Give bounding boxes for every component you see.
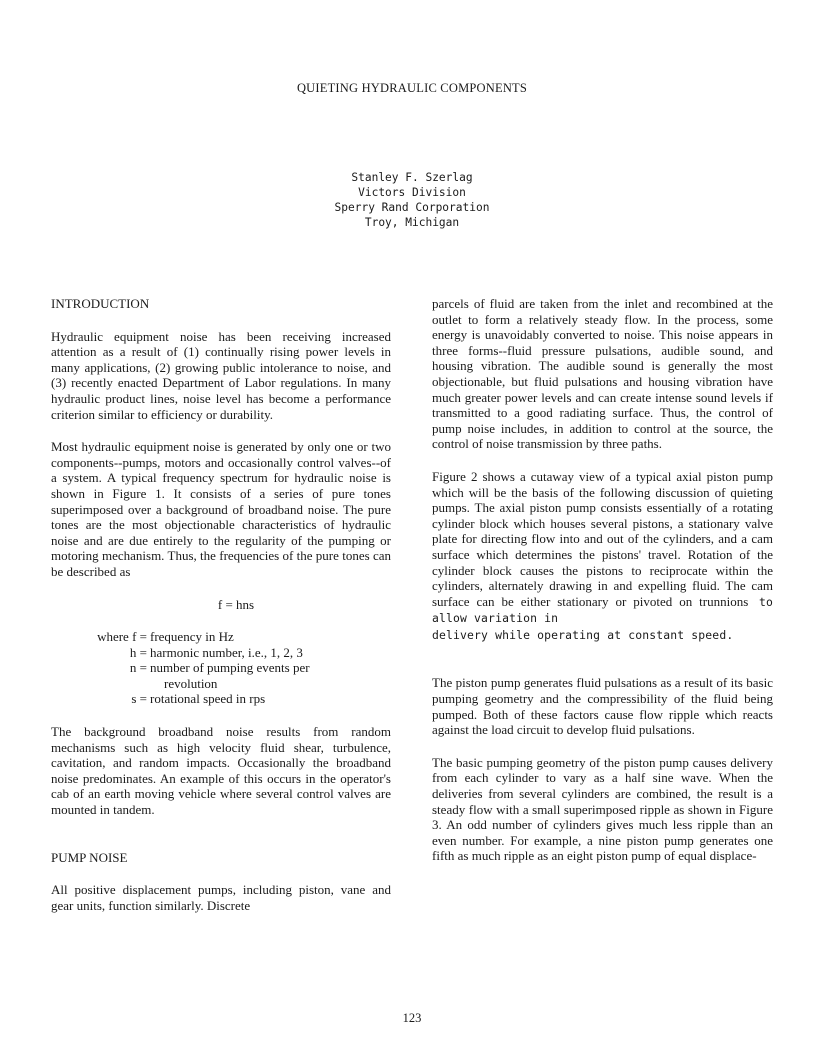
frequency-formula: f = hns xyxy=(217,596,255,612)
author-block xyxy=(0,170,824,230)
definition-variable xyxy=(51,676,150,692)
pump-noise-paragraph-1: All positive displacement pumps, including piston, vane and gear units, function similarly. Discrete xyxy=(51,882,391,913)
intro-paragraph-1: Hydraulic equipment noise has been receiving increased attention as a result of (1) continually rising power levels in many applications, (2) growing public intolerance to noise, and (3) recently enacted Department of Labor regulations. In many hydraulic product lines, noise level has become a performance criterion similar to efficiency or durability. xyxy=(51,328,391,422)
pumping-geometry-paragraph: The basic pumping geometry of the piston pump causes delivery from each cylinder to vary as a half sine wave. When the deliveries from several cylinders are combined, the result is a steady flow with a small superimposed ripple as shown in Figure 3. An odd number of cylinders gives much less ripple than an even number. For example, a nine piston pump generates one fifth as much ripple as an eight piston pump of equal displace- xyxy=(432,754,773,864)
pump-noise-heading: PUMP NOISE xyxy=(51,849,128,865)
cutaway-paragraph xyxy=(432,469,773,644)
page-number: 123 xyxy=(402,1011,422,1025)
definition-text: revolution xyxy=(164,675,218,691)
definition-text: harmonic number, i.e., 1, 2, 3 xyxy=(150,644,303,660)
cutaway-paragraph-typed-a: to allow variation in xyxy=(432,594,773,626)
definition-text: frequency in Hz xyxy=(150,629,234,645)
author-division: Victors Division xyxy=(358,186,466,199)
definition-row xyxy=(51,676,391,692)
definition-variable: f = xyxy=(132,629,147,645)
definition-row xyxy=(51,691,391,707)
pump-noise-paragraph-2: parcels of fluid are taken from the inlet and recombined at the outlet to form a relatively steady flow. In the process, some energy is unavoidably converted to noise. This noise appears in three forms--fluid pressure pulsations, audible sound, and housing vibration. The audible sound is generally the most objectionable, but fluid pulsations and housing vibration have much greater power levels and can create intense sound levels if transmitted to a good radiating surface. Thus, the control of pump noise includes, in addition to control at the source, the control of noise transmission by three paths. xyxy=(432,296,773,452)
definition-variable: s = xyxy=(131,691,147,707)
left-column xyxy=(51,296,391,913)
cutaway-paragraph-typed-b: delivery while operating at constant speed. xyxy=(432,627,734,642)
formula-definitions xyxy=(51,629,391,707)
paper-title: QUIETING HYDRAULIC COMPONENTS xyxy=(296,81,528,95)
author-company: Sperry Rand Corporation xyxy=(334,201,490,214)
definition-text: rotational speed in rps xyxy=(150,691,266,707)
intro-paragraph-3: The background broadband noise results from random mechanisms such as high velocity fluid shear, turbulence, cavitation, and random impacts. Occasionally the broadband noise predominates. An example of this occurs in the operator's cab of an earth moving vehicle where several control valves are mounted in tandem. xyxy=(51,724,391,818)
definition-variable: h = xyxy=(129,644,147,660)
definition-variable: n = xyxy=(129,660,147,676)
author-name: Stanley F. Szerlag xyxy=(351,171,473,184)
introduction-heading: INTRODUCTION xyxy=(51,296,150,311)
fluid-pulsation-paragraph: The piston pump generates fluid pulsations as a result of its basic pumping geometry and the compressibility of the fluid being pumped. Both of these factors cause flow ripple which reacts against the load circuit to develop fluid pulsations. xyxy=(432,675,773,738)
definition-row xyxy=(51,660,391,676)
definition-text: number of pumping events per xyxy=(150,660,310,676)
definition-row xyxy=(51,645,391,661)
cutaway-paragraph-main: Figure 2 shows a cutaway view of a typical axial piston pump which will be the basis of the following discussion of quieting pumps. The axial piston pump consists essentially of a rotating cylinder block which houses several pistons, a stationary valve plate for directing flow into and out of the cylinders, and a cam surface which determines the pistons' travel. Rotation of the cylinder block causes the pistons to reciprocate within the cylinders, alternately drawing in and expelling fluid. The cam surface can be either stationary or pivoted on trunnions xyxy=(432,468,773,609)
intro-paragraph-2: Most hydraulic equipment noise is generated by only one or two components--pumps, motors and occasionally control valves--of a system. A typical frequency spectrum for hydraulic noise is shown in Figure 1. It consists of a series of pure tones superimposed over a background of broadband noise. The pure tones are the most objectionable characteristics of hydraulic noise and are due entirely to the regularity of the pumping or motoring mechanism. Thus, the frequencies of the pure tones can be described as xyxy=(51,439,391,579)
definition-row xyxy=(51,629,391,645)
author-location: Troy, Michigan xyxy=(364,216,460,229)
right-column xyxy=(432,296,773,864)
where-label: where xyxy=(97,629,129,645)
